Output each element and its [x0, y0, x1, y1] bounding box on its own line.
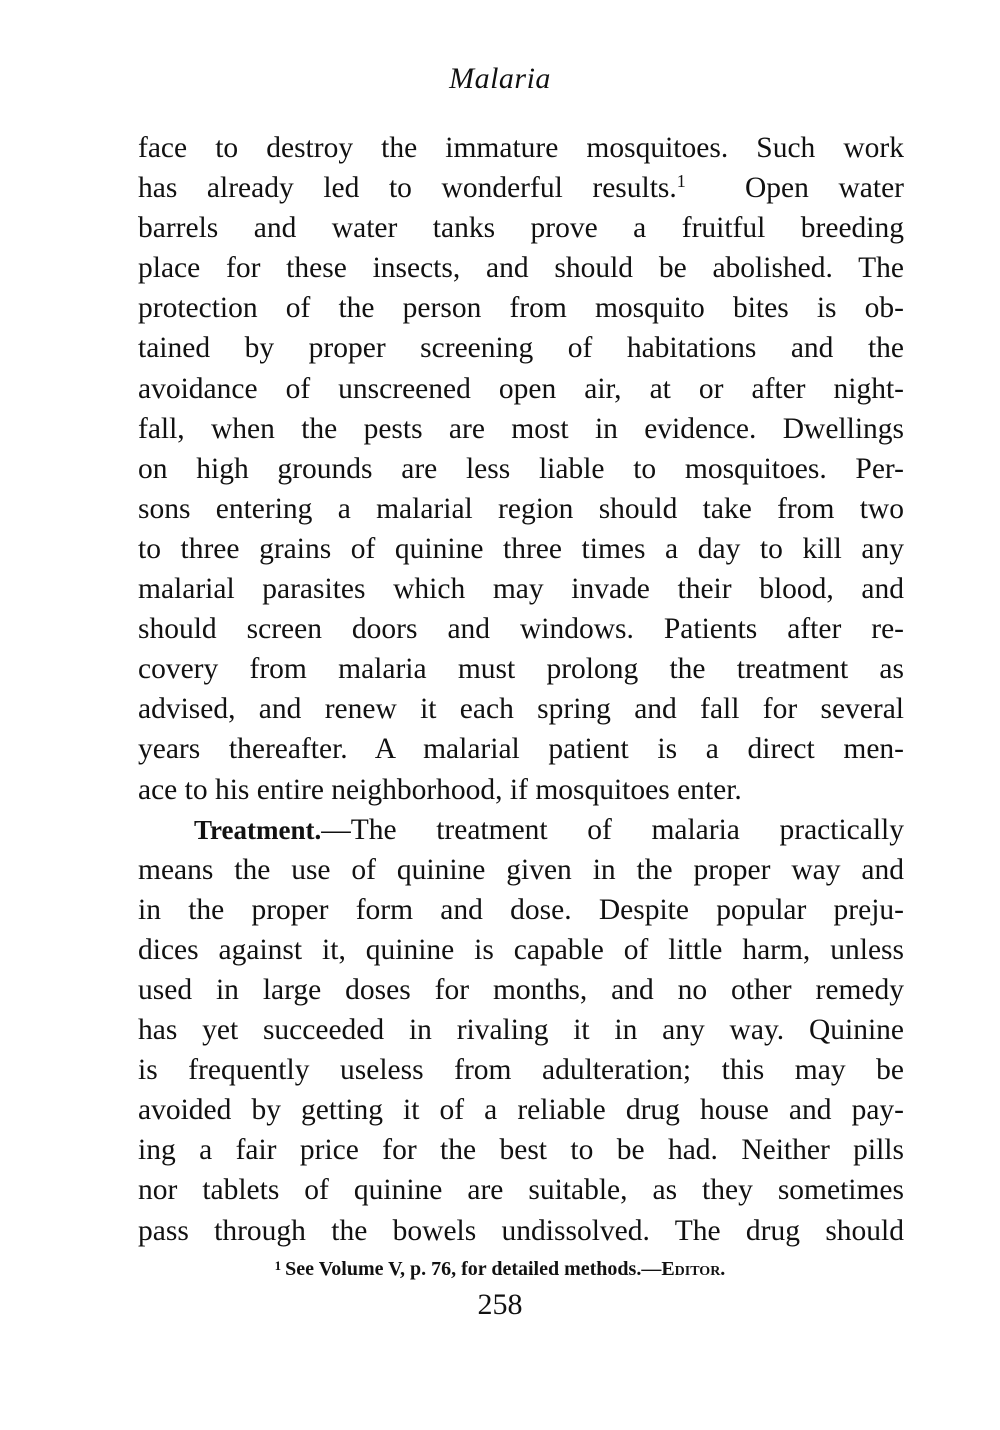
text-line: is frequently useless from adulteration; this may be	[138, 1054, 904, 1087]
text-line: years thereafter. A malarial patient is a direct men-	[138, 733, 904, 766]
text-line: avoidance of unscreened open air, at or after night-	[138, 372, 904, 405]
text-segment: —The treatment of malaria practically	[321, 813, 904, 846]
text-line: ing a fair price for the best to be had. Neither pills	[138, 1134, 904, 1167]
text-line: avoided by getting it of a reliable drug house and pay-	[138, 1094, 904, 1127]
text-line: advised, and renew it each spring and fall for several	[138, 693, 904, 726]
text-line-with-footnote-ref	[138, 168, 904, 208]
text-segment: Open water	[685, 172, 904, 205]
text-line: malarial parasites which may invade their blood, and	[138, 573, 904, 606]
text-line: on high grounds are less liable to mosquitoes. Per-	[138, 452, 904, 485]
text-line: place for these insects, and should be abolished. The	[138, 252, 904, 285]
text-line: tained by proper screening of habitations and the	[138, 332, 904, 365]
text-line: face to destroy the immature mosquitoes. Such work	[138, 132, 904, 164]
body-text	[138, 128, 904, 1251]
text-line: dices against it, quinine is capable of little harm, unless	[138, 933, 904, 966]
footnote-mark: 1	[274, 1258, 282, 1273]
running-head: Malaria	[449, 62, 551, 95]
text-line: barrels and water tanks prove a fruitful breeding	[138, 212, 904, 245]
text-line: in the proper form and dose. Despite popular preju-	[138, 893, 904, 926]
text-line: has yet succeeded in rivaling it in any way. Quinine	[138, 1014, 904, 1047]
footnote-text: See Volume V, p. 76, for detailed methods.—	[285, 1258, 662, 1280]
text-line: pass through the bowels undissolved. The drug should	[138, 1214, 904, 1247]
text-segment: has already led to wonderful results.	[138, 172, 677, 205]
text-line: protection of the person from mosquito bites is ob-	[138, 292, 904, 325]
text-line: means the use of quinine given in the proper way and	[138, 853, 904, 886]
text-line: used in large doses for months, and no other remedy	[138, 973, 904, 1006]
text-line: fall, when the pests are most in evidence. Dwellings	[138, 412, 904, 445]
footnote-attribution: Editor.	[661, 1258, 726, 1280]
footnote-reference[interactable]: 1	[676, 171, 686, 192]
text-line: sons entering a malarial region should take from two	[138, 492, 904, 525]
footnote	[0, 1258, 1000, 1281]
text-line: nor tablets of quinine are suitable, as they sometimes	[138, 1174, 904, 1207]
page-number: 258	[477, 1288, 523, 1321]
text-line: should screen doors and windows. Patients after re-	[138, 613, 904, 646]
section-heading-treatment: Treatment.	[194, 814, 322, 845]
text-line: covery from malaria must prolong the treatment as	[138, 653, 904, 686]
text-line: ace to his entire neighborhood, if mosquitoes enter.	[138, 773, 742, 806]
treatment-paragraph-start	[138, 810, 904, 850]
text-line: to three grains of quinine three times a day to kill any	[138, 532, 904, 565]
